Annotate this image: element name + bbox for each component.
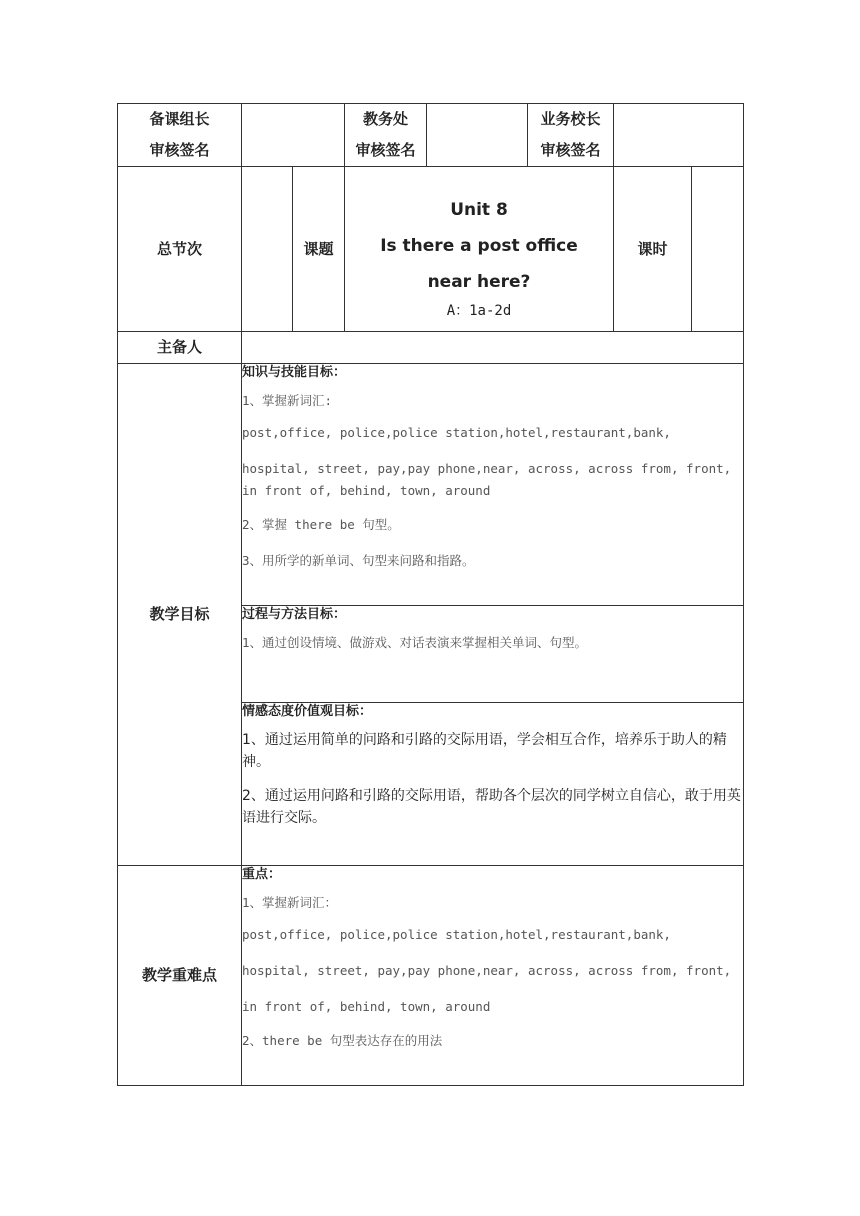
key-points-heading: 重点： (242, 867, 282, 882)
key-points-section (242, 866, 744, 1086)
lesson-section: A：1a-2d (446, 303, 512, 319)
emotion-item-2: 2、通过运用问路和引路的交际用语，帮助各个层次的同学树立自信心，敢于用英语进行交际。 (242, 788, 741, 826)
lesson-plan-table (117, 103, 744, 1086)
knowledge-words-2: hospital, street, pay,pay phone,near, across, across from, front, (242, 461, 732, 476)
key-points-row (118, 866, 744, 1086)
knowledge-item-2: 2、掌握 there be 句型。 (242, 517, 400, 532)
preparer-row (118, 332, 744, 364)
key-words-2: hospital, street, pay,pay phone,near, across, across from, front, (242, 963, 732, 978)
class-hours-field[interactable] (692, 167, 744, 332)
key-item-2: 2、there be 句型表达存在的用法 (242, 1033, 443, 1048)
topic-label: 课题 (293, 167, 345, 332)
principal-sign-label: 业务校长 审核签名 (528, 104, 614, 167)
lesson-title-row (118, 167, 744, 332)
knowledge-item-1: 1、掌握新词汇: (242, 393, 333, 408)
leader-sign-field[interactable] (242, 104, 345, 167)
knowledge-words-3: in front of, behind, town, around (242, 483, 491, 498)
key-points-label: 教学重难点 (118, 866, 242, 1086)
process-goals-section (242, 606, 744, 703)
office-sign-field[interactable] (427, 104, 528, 167)
office-sign-label: 教务处 审核签名 (345, 104, 427, 167)
teaching-goals-label: 教学目标 (118, 364, 242, 866)
knowledge-words-1: post,office, police,police station,hotel,restaurant,bank, (242, 425, 671, 440)
lesson-title-question-end: near here? (427, 272, 531, 292)
leader-sign-label: 备课组长 审核签名 (118, 104, 242, 167)
key-words-3: in front of, behind, town, around (242, 999, 491, 1014)
total-sessions-field[interactable] (242, 167, 293, 332)
preparer-label: 主备人 (118, 332, 242, 364)
knowledge-goals-heading: 知识与技能目标： (242, 365, 347, 380)
emotion-goals-section (242, 703, 744, 866)
signature-row (118, 104, 744, 167)
preparer-field[interactable] (242, 332, 744, 364)
process-item-1: 1、通过创设情境、做游戏、对话表演来掌握相关单词、句型。 (242, 635, 588, 650)
class-hours-label: 课时 (614, 167, 692, 332)
emotion-goals-heading: 情感态度价值观目标： (242, 704, 373, 719)
total-sessions-label: 总节次 (118, 167, 242, 332)
lesson-title (345, 167, 614, 332)
process-goals-heading: 过程与方法目标： (242, 607, 347, 622)
knowledge-goals-section (242, 364, 744, 606)
lesson-title-question: Is there a post office (380, 236, 578, 256)
emotion-item-1: 1、通过运用简单的问路和引路的交际用语，学会相互合作，培养乐于助人的精神。 (242, 732, 727, 770)
key-words-1: post,office, police,police station,hotel,restaurant,bank, (242, 927, 671, 942)
knowledge-goals-row (118, 364, 744, 606)
lesson-title-unit: Unit 8 (450, 200, 508, 220)
knowledge-item-3: 3、用所学的新单词、句型来问路和指路。 (242, 553, 475, 568)
principal-sign-field[interactable] (614, 104, 744, 167)
key-item-1: 1、掌握新词汇： (242, 895, 338, 910)
